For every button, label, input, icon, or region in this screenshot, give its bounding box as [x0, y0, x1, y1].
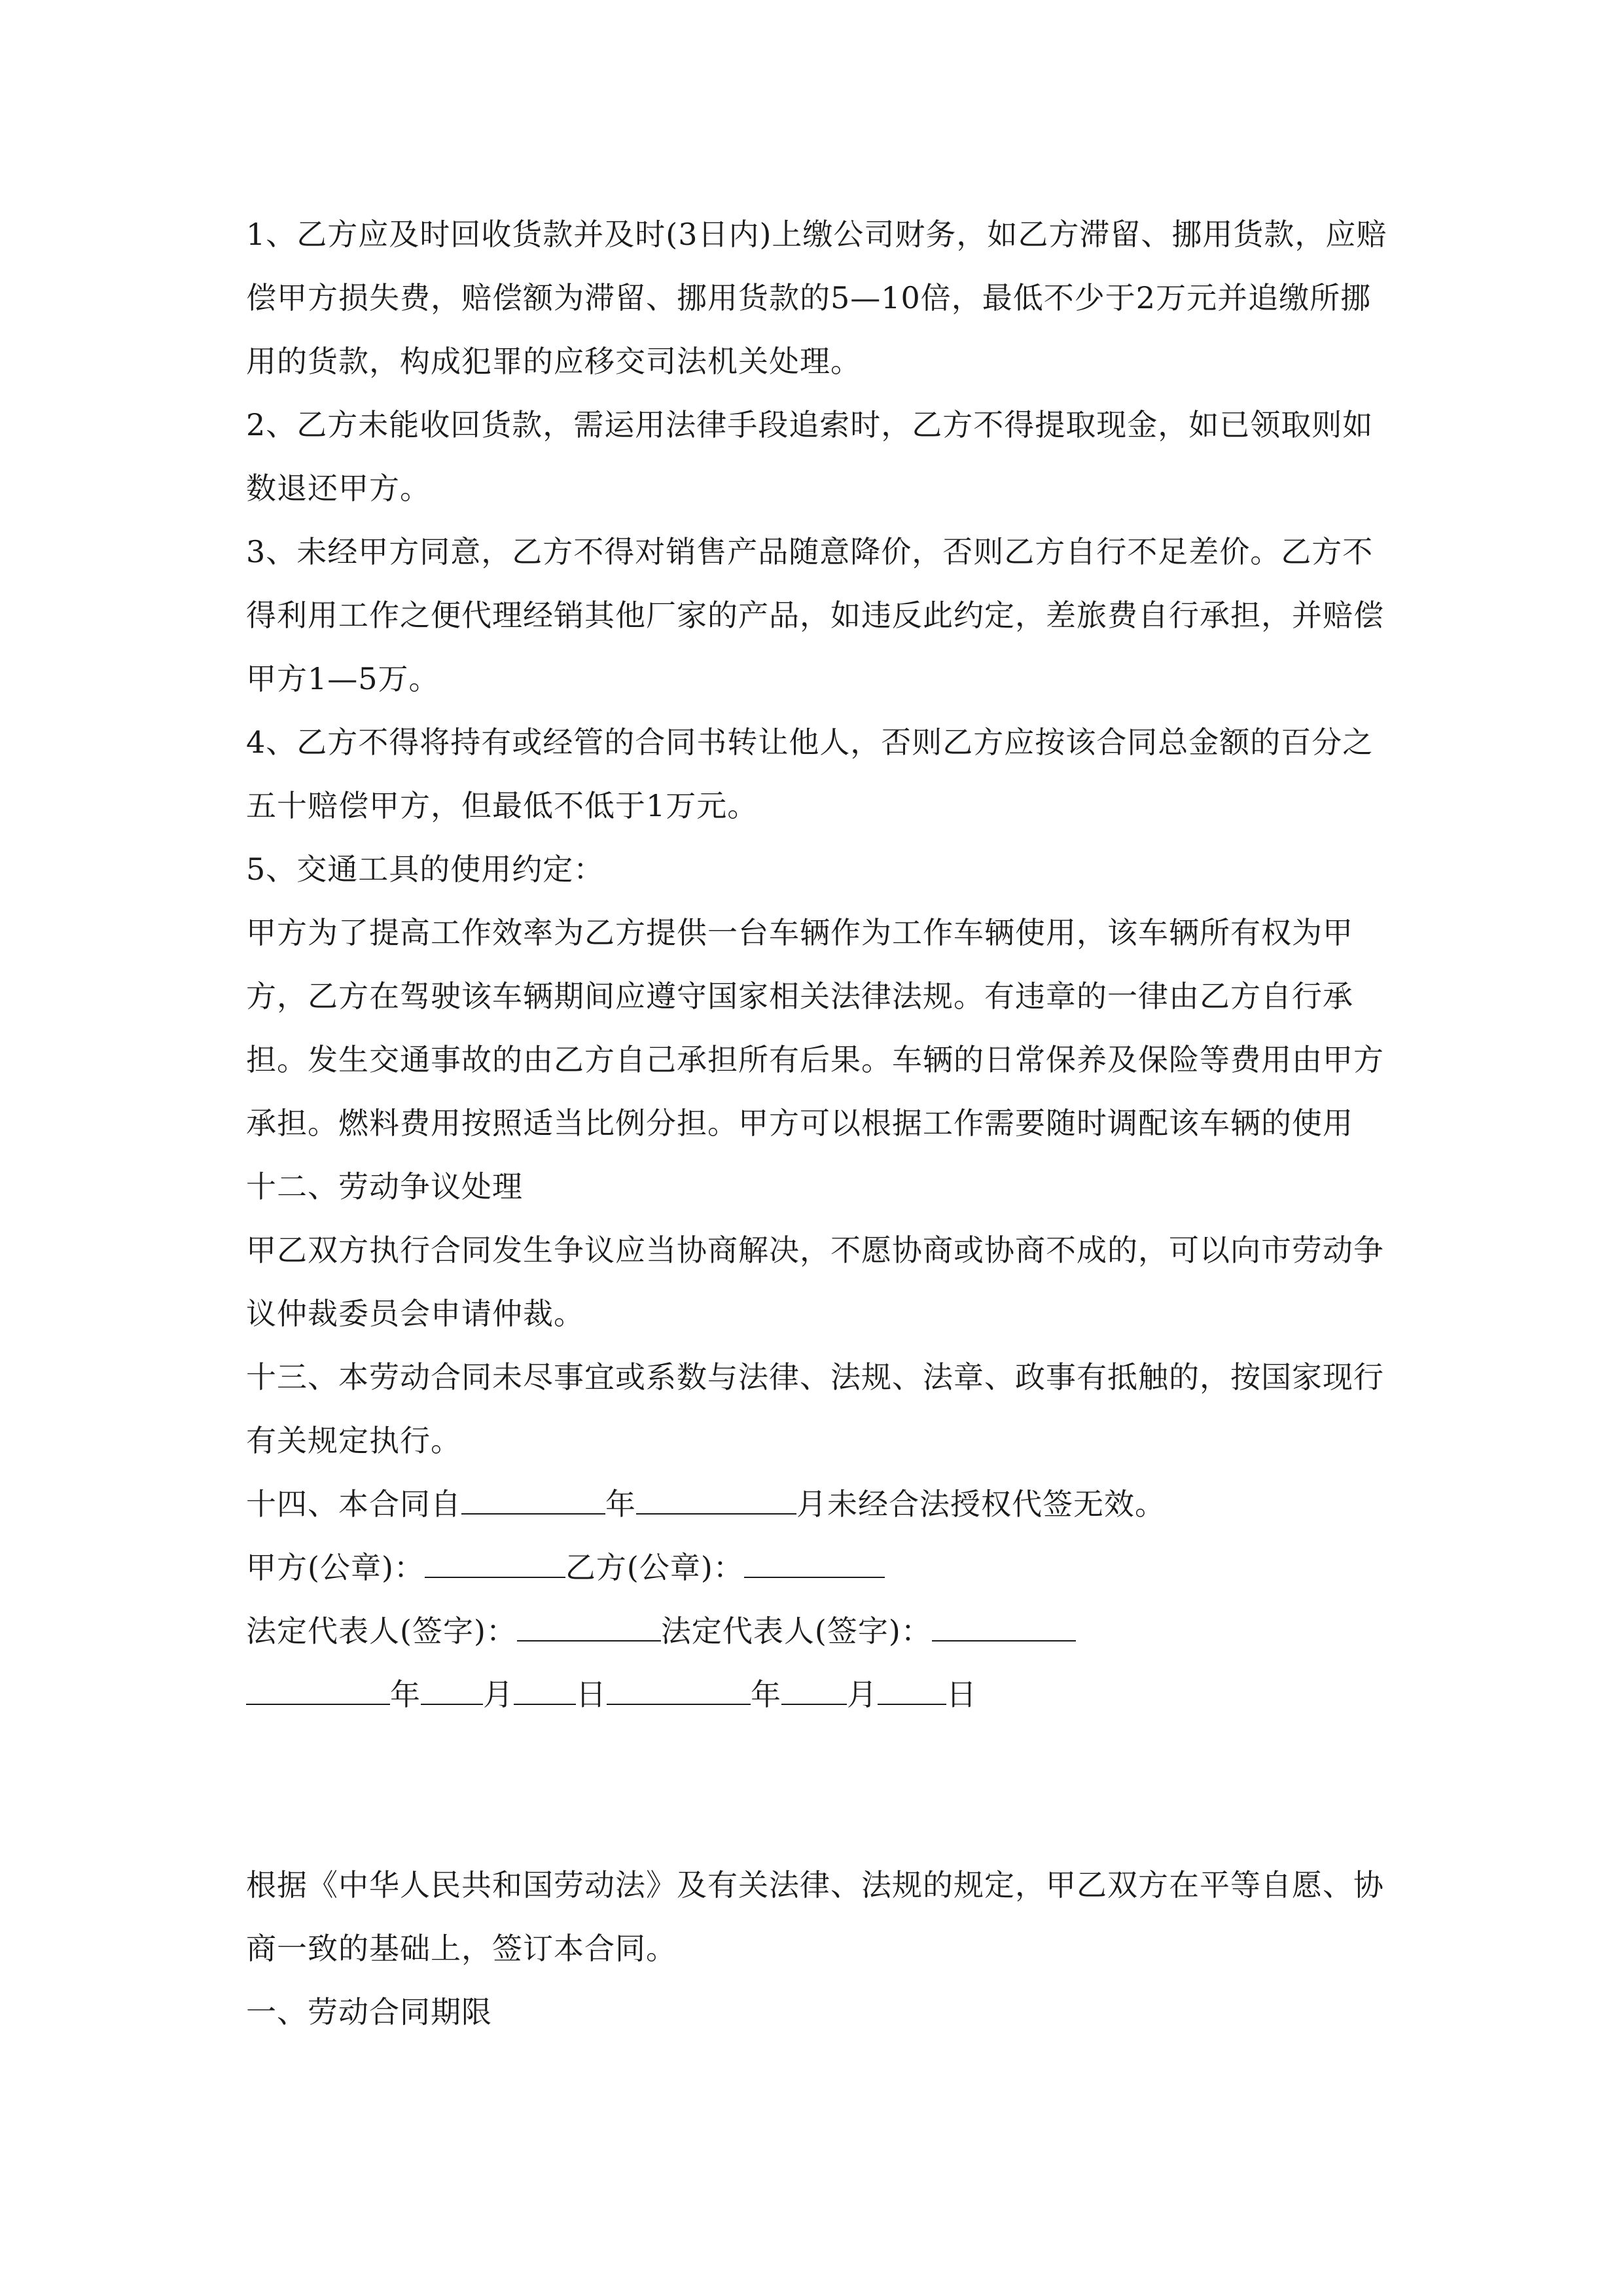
- section-14: [246, 1473, 1388, 1536]
- rep-b-label: 法定代表人(签字)：: [660, 1613, 932, 1649]
- day-label: 日: [946, 1677, 977, 1712]
- clause-4: 4、乙方不得将持有或经管的合同书转让他人，否则乙方应按该合同总金额的百分之五十赔偿甲方，但最低不低于1万元。: [246, 725, 1374, 823]
- section-13: 十三、本劳动合同未尽事宜或系数与法律、法规、法章、政事有抵触的，按国家现行有关规定执行。: [246, 1359, 1384, 1458]
- document-body: [246, 203, 1388, 2044]
- seal-line: [246, 1536, 1388, 1600]
- clause-3: 3、未经甲方同意，乙方不得对销售产品随意降价，否则乙方自行不足差价。乙方不得利用工作之便代理经销其他厂家的产品，如违反此约定，差旅费自行承担，并赔偿甲方1—5万。: [246, 534, 1384, 696]
- party-b-seal-label: 乙方(公章)：: [565, 1550, 744, 1585]
- date-b-year-blank[interactable]: [607, 1667, 751, 1705]
- rep-b-blank[interactable]: [932, 1604, 1076, 1641]
- clause-2: 2、乙方未能收回货款，需运用法律手段追索时，乙方不得提取现金，如已领取则如数退还甲方。: [246, 407, 1374, 506]
- section-12-body: 甲乙双方执行合同发生争议应当协商解决，不愿协商或协商不成的，可以向市劳动争议仲裁委员会申请仲裁。: [246, 1232, 1384, 1331]
- year-label: 年: [751, 1677, 781, 1712]
- clause-5-heading: 5、交通工具的使用约定：: [246, 852, 605, 887]
- party-a-seal-label: 甲方(公章)：: [246, 1550, 425, 1585]
- clause-1: 1、乙方应及时回收货款并及时(3日内)上缴公司财务，如乙方滞留、挪用货款，应赔偿甲方损失费，赔偿额为滞留、挪用货款的5—10倍，最低不少于2万元并追缴所挪用的货款，构成犯罪的应移交司法机关处理。: [246, 217, 1387, 379]
- month-label: 月: [847, 1677, 878, 1712]
- year-label: 年: [390, 1677, 421, 1712]
- contract-preamble: 根据《中华人民共和国劳动法》及有关法律、法规的规定，甲乙双方在平等自愿、协商一致的基础上，签订本合同。: [246, 1867, 1384, 1966]
- date-b-month-blank[interactable]: [781, 1667, 847, 1705]
- rep-a-blank[interactable]: [517, 1604, 661, 1641]
- month-label: 月: [483, 1677, 514, 1712]
- section-12-heading: 十二、劳动争议处理: [246, 1169, 523, 1204]
- date-line: [246, 1663, 1388, 1727]
- date-a-month-blank[interactable]: [421, 1667, 483, 1705]
- section-14-suffix: 月未经合法授权代签无效。: [796, 1486, 1166, 1522]
- clause-5-body: 甲方为了提高工作效率为乙方提供一台车辆作为工作车辆使用，该车辆所有权为甲方，乙方在驾驶该车辆期间应遵守国家相关法律法规。有违章的一律由乙方自行承担。发生交通事故的由乙方自己承担所有后果。车辆的日常保养及保险等费用由甲方承担。燃料费用按照适当比例分担。甲方可以根据工作需要随时调配该车辆的使用: [246, 915, 1384, 1141]
- blank-line[interactable]: [636, 1477, 796, 1515]
- section-gap: [246, 1727, 1388, 1854]
- day-label: 日: [576, 1677, 607, 1712]
- date-a-day-blank[interactable]: [514, 1667, 576, 1705]
- party-a-seal-blank[interactable]: [425, 1540, 565, 1578]
- date-b-day-blank[interactable]: [878, 1667, 946, 1705]
- representative-line: [246, 1600, 1388, 1663]
- party-b-seal-blank[interactable]: [744, 1540, 885, 1578]
- date-a-year-blank[interactable]: [246, 1667, 390, 1705]
- section-14-prefix: 十四、本合同自: [246, 1486, 461, 1522]
- year-label: 年: [605, 1486, 636, 1522]
- blank-line[interactable]: [461, 1477, 605, 1515]
- rep-a-label: 法定代表人(签字)：: [246, 1613, 517, 1649]
- section-1-heading: 一、劳动合同期限: [246, 1994, 492, 2030]
